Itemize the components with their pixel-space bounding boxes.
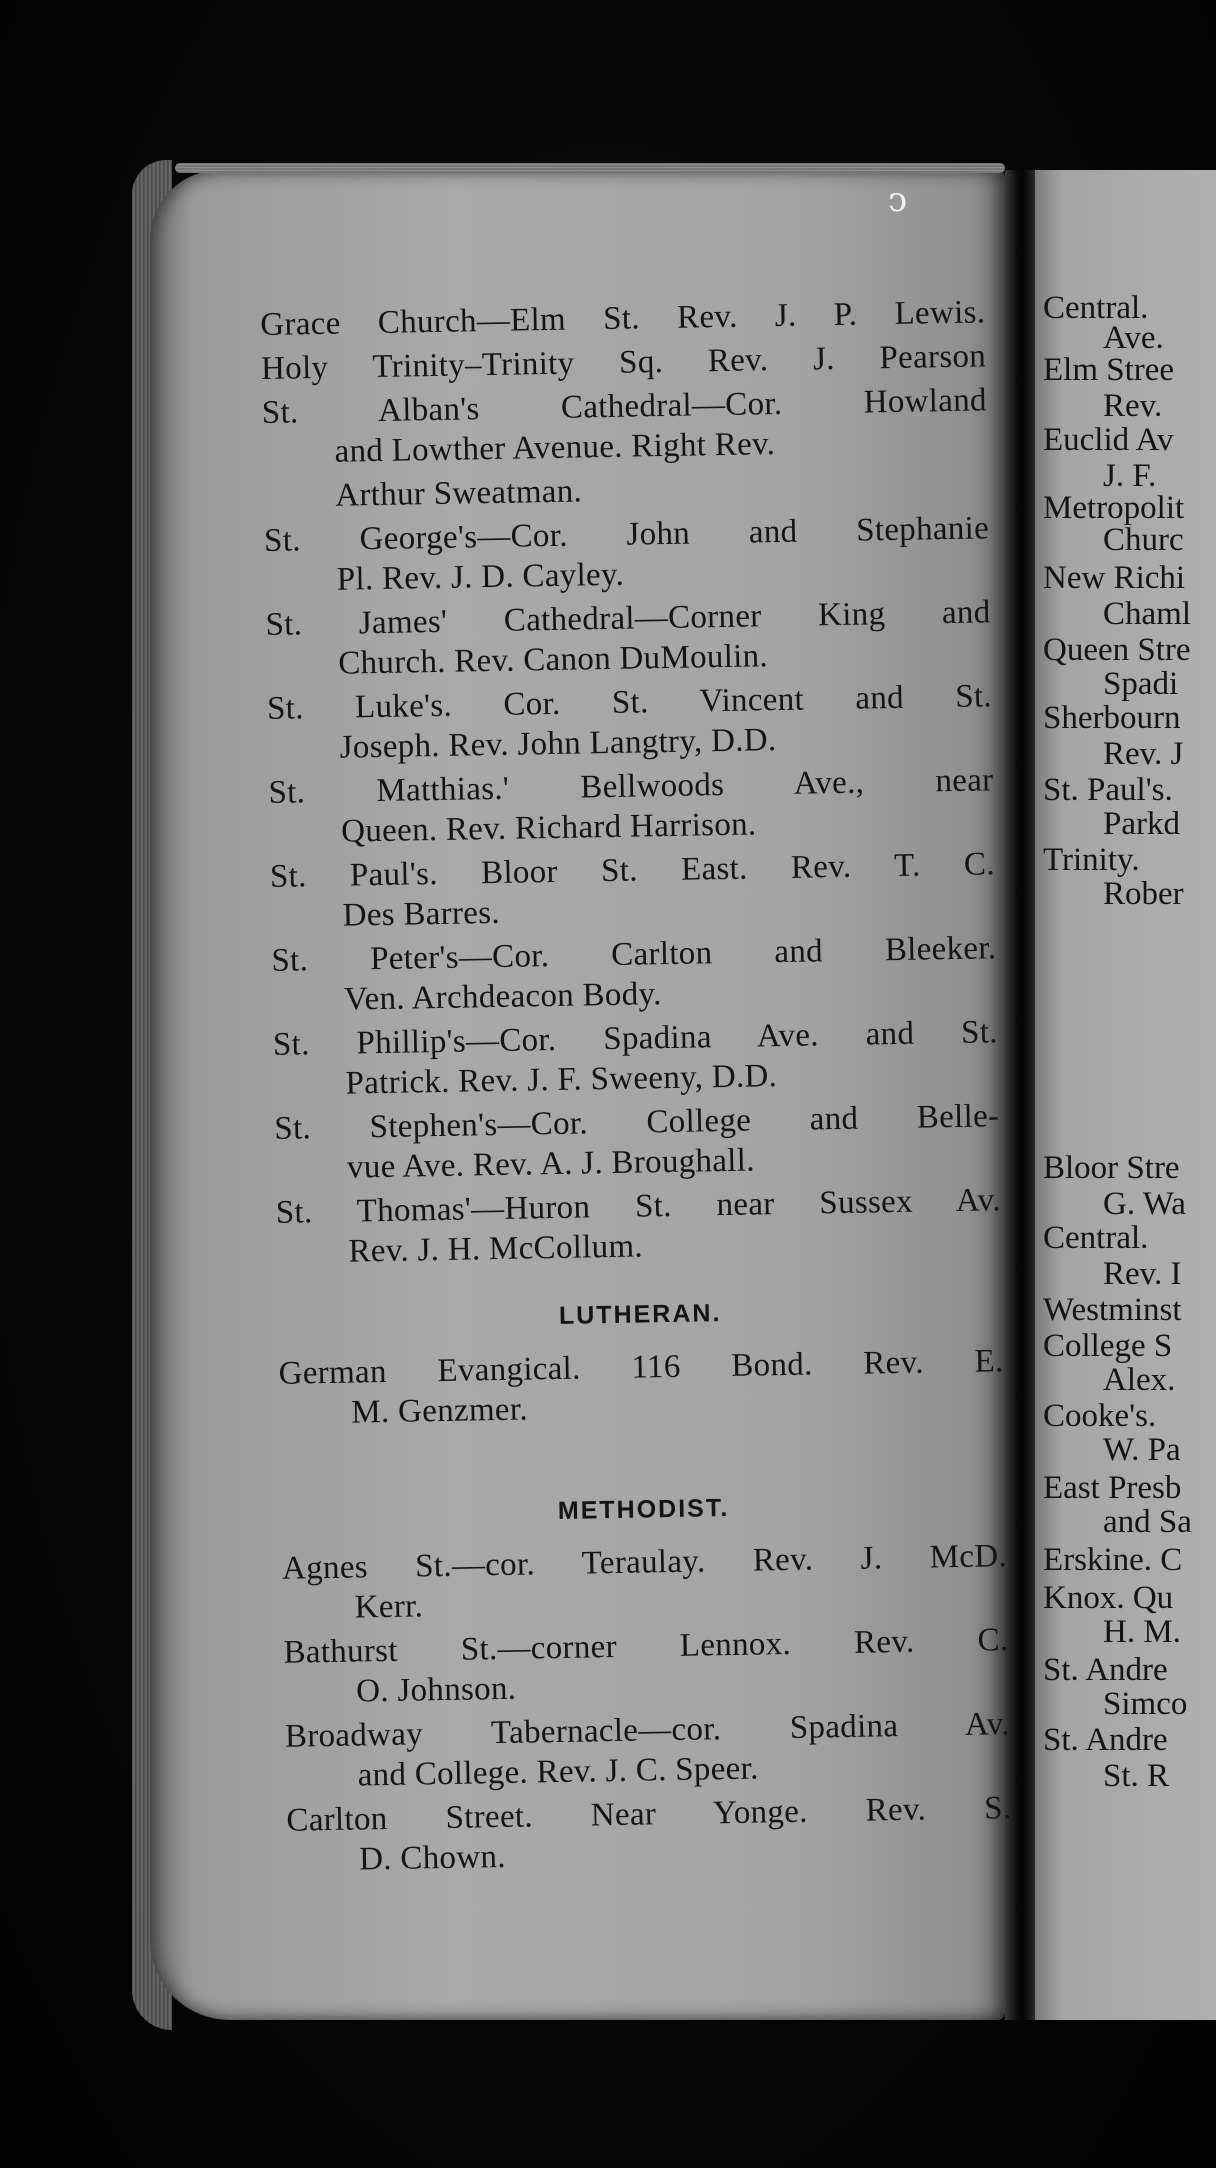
entry-continuation-line: and Lowther Avenue. Right Rev.	[334, 426, 776, 470]
right-page-line: Ave.	[1103, 320, 1164, 356]
lutheran-list	[278, 1341, 1024, 1434]
entry-first-line: German Evangical. 116 Bond. Rev. E.	[278, 1343, 1004, 1392]
entry-first-line: Agnes St.—cor. Teraulay. Rev. J. McD.	[281, 1538, 1008, 1587]
left-page-text	[260, 292, 1032, 1885]
list-entry	[268, 760, 1014, 853]
entry-first-line: St. Thomas'—Huron St. near Sussex Av.	[275, 1182, 1002, 1231]
list-entry	[262, 380, 1008, 473]
entry-continuation-line: Church. Rev. Canon DuMoulin.	[337, 638, 769, 682]
right-page-line: Central.	[1043, 1220, 1149, 1256]
list-entry	[274, 1096, 1020, 1189]
entry-continuation-line: Ven. Archdeacon Body.	[343, 976, 662, 1018]
right-page-line: Sherbourn	[1043, 700, 1181, 736]
entry-first-line: St. Phillip's—Cor. Spadina Ave. and St.	[272, 1014, 999, 1063]
right-page-line: W. Pa	[1103, 1432, 1181, 1468]
entry-continuation-line: vue Ave. Rev. A. J. Broughall.	[346, 1142, 756, 1186]
right-page-line: New Richi	[1043, 560, 1186, 596]
entry-continuation-line: and College. Rev. J. C. Speer.	[357, 1750, 759, 1794]
corner-mark: ↄ	[888, 180, 908, 220]
entry-first-line: St. James' Cathedral—Corner King and	[265, 594, 991, 643]
right-page-line: St. Andre	[1043, 1722, 1168, 1758]
right-page-line: Rev.	[1103, 388, 1163, 424]
entry-continuation-line: Patrick. Rev. J. F. Sweeny, D.D.	[345, 1058, 778, 1102]
entry-first-line: Holy Trinity–Trinity Sq. Rev. J. Pearson	[260, 338, 987, 387]
right-page-line: Churc	[1103, 522, 1184, 558]
right-page-line: St. Paul's.	[1043, 772, 1173, 808]
entry-continuation-line: M. Genzmer.	[351, 1391, 529, 1431]
right-page-line: Bloor Stre	[1043, 1150, 1180, 1186]
right-page-line: Chaml	[1103, 596, 1191, 632]
right-page-line: Rev. I	[1103, 1256, 1182, 1292]
right-page-line: Erskine. C	[1043, 1542, 1183, 1578]
right-page-line: Simco	[1103, 1686, 1188, 1722]
right-page-line: Spadi	[1103, 666, 1179, 702]
entry-continuation-line: Queen. Rev. Richard Harrison.	[340, 806, 757, 850]
right-page-line: St. Andre	[1043, 1652, 1168, 1688]
list-entry	[286, 1788, 1032, 1881]
right-page-line: Knox. Qu	[1043, 1580, 1174, 1616]
right-page-line: St. R	[1103, 1758, 1170, 1794]
page-top-edge	[175, 163, 1005, 173]
right-page-line: and Sa	[1103, 1504, 1192, 1540]
right-page-line: Queen Stre	[1043, 632, 1191, 668]
entry-first-line: Carlton Street. Near Yonge. Rev. S.	[286, 1790, 1012, 1839]
entry-first-line: St. Stephen's—Cor. College and Belle-	[274, 1098, 1000, 1147]
list-entry	[271, 928, 1017, 1021]
entry-first-line: Grace Church—Elm St. Rev. J. P. Lewis.	[260, 294, 986, 343]
lutheran-heading: LUTHERAN.	[558, 1299, 722, 1330]
right-page-line: Alex.	[1103, 1362, 1176, 1398]
entry-continuation-line: D. Chown.	[358, 1838, 507, 1878]
list-entry	[273, 1012, 1019, 1105]
right-page-line: Elm Stree	[1043, 352, 1175, 388]
methodist-heading: METHODIST.	[557, 1493, 730, 1525]
list-entry	[282, 1536, 1028, 1629]
right-page-line: G. Wa	[1103, 1186, 1186, 1222]
list-entry	[285, 1704, 1031, 1797]
entry-continuation-line: Kerr.	[354, 1588, 424, 1626]
entry-continuation-line: Arthur Sweatman.	[335, 473, 583, 514]
right-page-line: College S	[1043, 1328, 1173, 1364]
entry-first-line: St. Peter's—Cor. Carlton and Bleeker.	[271, 930, 997, 979]
right-page-line: Westminst	[1043, 1292, 1182, 1328]
entry-continuation-line: Des Barres.	[342, 894, 501, 934]
list-entry	[270, 844, 1016, 937]
entry-first-line: St. George's—Cor. John and Stephanie	[263, 510, 990, 559]
right-page-line: Trinity.	[1043, 842, 1140, 878]
list-entry	[265, 592, 1011, 685]
right-page-line: Rober	[1103, 876, 1184, 912]
entry-first-line: St. Alban's Cathedral—Cor. Howland	[261, 382, 988, 431]
list-entry	[283, 1620, 1029, 1713]
episcopal-list	[260, 292, 1022, 1273]
right-page-line: Parkd	[1103, 806, 1180, 842]
entry-continuation-line: Joseph. Rev. John Langtry, D.D.	[339, 722, 777, 766]
entry-first-line: Broadway Tabernacle—cor. Spadina Av.	[284, 1706, 1011, 1755]
entry-continuation-line: Rev. J. H. McCollum.	[348, 1228, 644, 1270]
list-entry	[267, 676, 1013, 769]
list-entry	[264, 508, 1010, 601]
right-page-line: Cooke's.	[1043, 1398, 1157, 1434]
entry-first-line: St. Paul's. Bloor St. East. Rev. T. C.	[269, 846, 996, 895]
entry-first-line: St. Matthias.' Bellwoods Ave., near	[268, 762, 994, 811]
right-page-line: Euclid Av	[1043, 422, 1174, 458]
list-entry	[278, 1341, 1024, 1434]
entry-first-line: Bathurst St.—corner Lennox. Rev. C.	[283, 1622, 1009, 1671]
right-page	[1035, 170, 1216, 2020]
right-page-line: J. F.	[1103, 458, 1157, 494]
right-page-line: Central.	[1043, 290, 1149, 326]
right-page-line: East Presb	[1043, 1470, 1182, 1506]
right-page-line: Metropolit	[1043, 490, 1185, 526]
entry-continuation-line: O. Johnson.	[355, 1670, 517, 1710]
entry-first-line: St. Luke's. Cor. St. Vincent and St.	[266, 678, 993, 727]
right-page-line: H. M.	[1103, 1614, 1181, 1650]
methodist-list	[282, 1536, 1033, 1881]
entry-continuation-line: Pl. Rev. J. D. Cayley.	[336, 556, 625, 598]
list-entry	[275, 1180, 1021, 1273]
right-page-line: Rev. J	[1103, 736, 1184, 772]
